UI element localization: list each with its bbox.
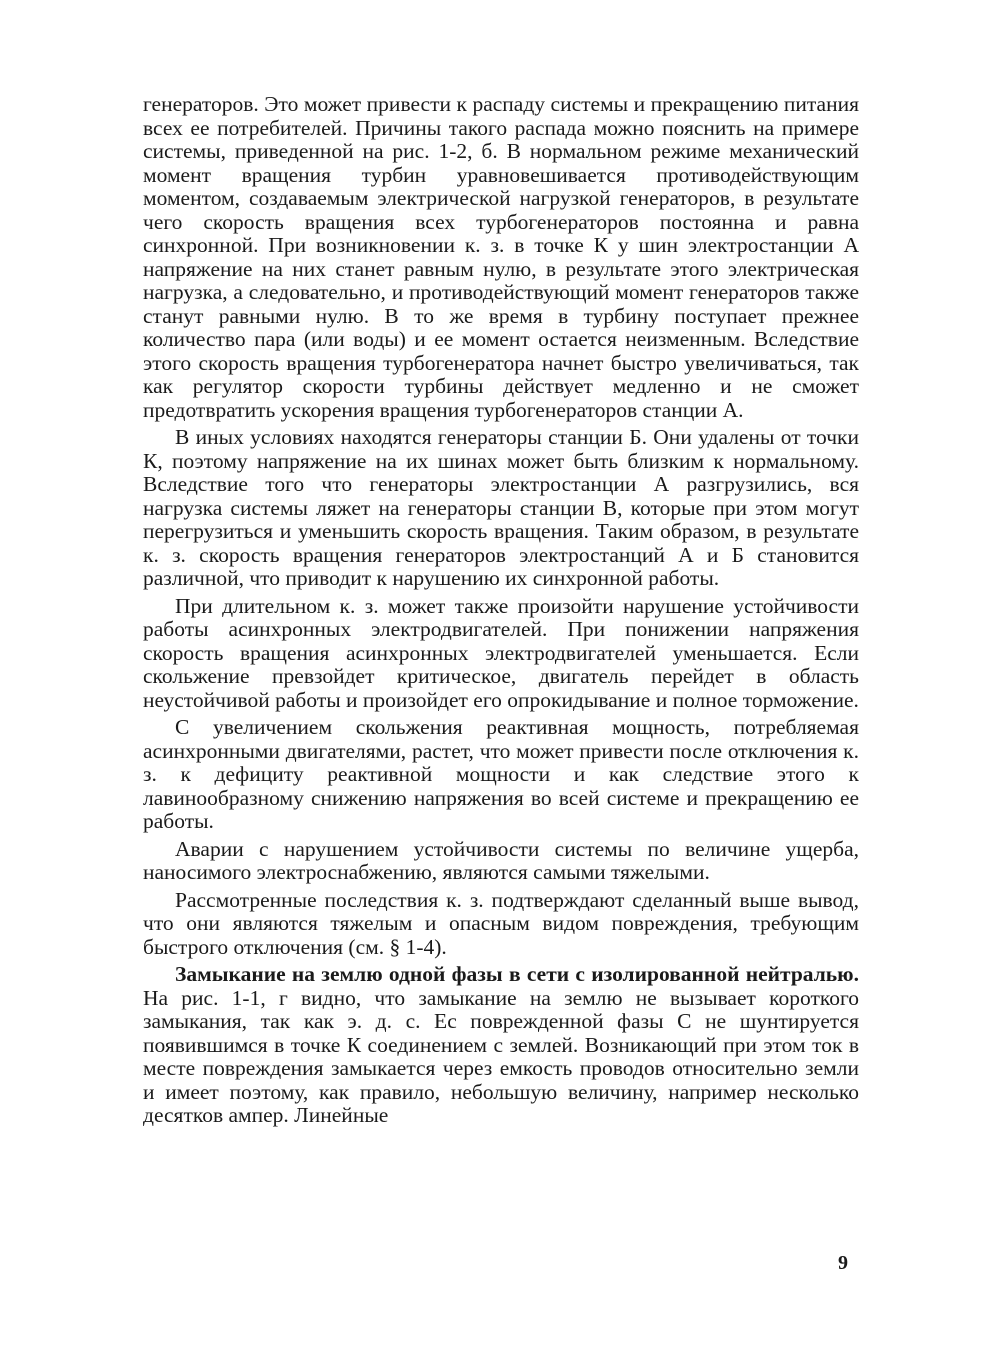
paragraph-6: Рассмотренные последствия к. з. подтверждают сделанный выше вывод, что они являются тяжелым и опасным видом повреждения, требующим быстрого отключения (см. § 1-4). [143, 887, 859, 959]
paragraph-1: генераторов. Это может привести к распаду системы и прекращению питания всех ее потребителей. Причины такого распада можно пояснить на примере системы, приведенной на рис. 1-2, б. В нормальном режиме механический момент вращения турбин уравновешивается противодействующим моментом, создаваемым электрической нагрузкой генераторов, в результате чего скорость вращения всех турбогенераторов постоянна и равна синхронной. При возникновении к. з. в точке К у шин электростанции А напряжение на них станет равным нулю, в результате этого электрическая нагрузка, а следовательно, и противодействующий момент генераторов также станут равными нулю. В то же время в турбину поступает прежнее количество пара (или воды) и ее момент остается неизменным. Вследствие этого скорость вращения турбогенератора начнет быстро увеличиваться, так как регулятор скорости турбины действует медленно и не сможет предотвратить ускорения вращения турбогенераторов станции А. [143, 92, 859, 422]
paragraph-2: В иных условиях находятся генераторы станции Б. Они удалены от точки К, поэтому напряжение на их шинах может быть близким к нормальному. Вследствие того что генераторы электростанции А разгрузились, вся нагрузка системы ляжет на генераторы станции В, которые при этом могут перегрузиться и уменьшить скорость вращения. Таким образом, в результате к. з. скорость вращения генераторов электростанций А и Б становится различной, что приводит к нарушению их синхронной работы. [143, 425, 859, 590]
paragraph-4: С увеличением скольжения реактивная мощность, потребляемая асинхронными двигателями, растет, что может привести после отключения к. з. к дефициту реактивной мощности и как следствие этого к лавинообразному снижению напряжения во всей системе и прекращению ее работы. [143, 715, 859, 833]
paragraph-7-text: На рис. 1-1, г видно, что замыкание на землю не вызывает короткого замыкания, так как э. д. с. Eс поврежденной фазы С не шунтируется появившимся в точке К соединением с землей. Возникающий при этом ток в месте повреждения замыкается через емкость проводов относительно земли и имеет поэтому, как правило, небольшую величину, например несколько десятков ампер. Линейные [143, 985, 859, 1127]
paragraph-5: Аварии с нарушением устойчивости системы по величине ущерба, наносимого электроснабжению, являются самыми тяжелыми. [143, 836, 859, 884]
page-number: 9 [838, 1252, 848, 1274]
paragraph-3: При длительном к. з. может также произойти нарушение устойчивости работы асинхронных электродвигателей. При понижении напряжения скорость вращения асинхронных электродвигателей уменьшается. Если скольжение превзойдет критическое, двигатель перейдет в область неустойчивой работы и произойдет его опрокидывание и полное торможение. [143, 593, 859, 712]
body-text [143, 93, 859, 1132]
paragraph-7 [143, 963, 859, 1128]
section-heading-inline: Замыкание на землю одной фазы в сети с изолированной нейтралью. [175, 962, 859, 986]
